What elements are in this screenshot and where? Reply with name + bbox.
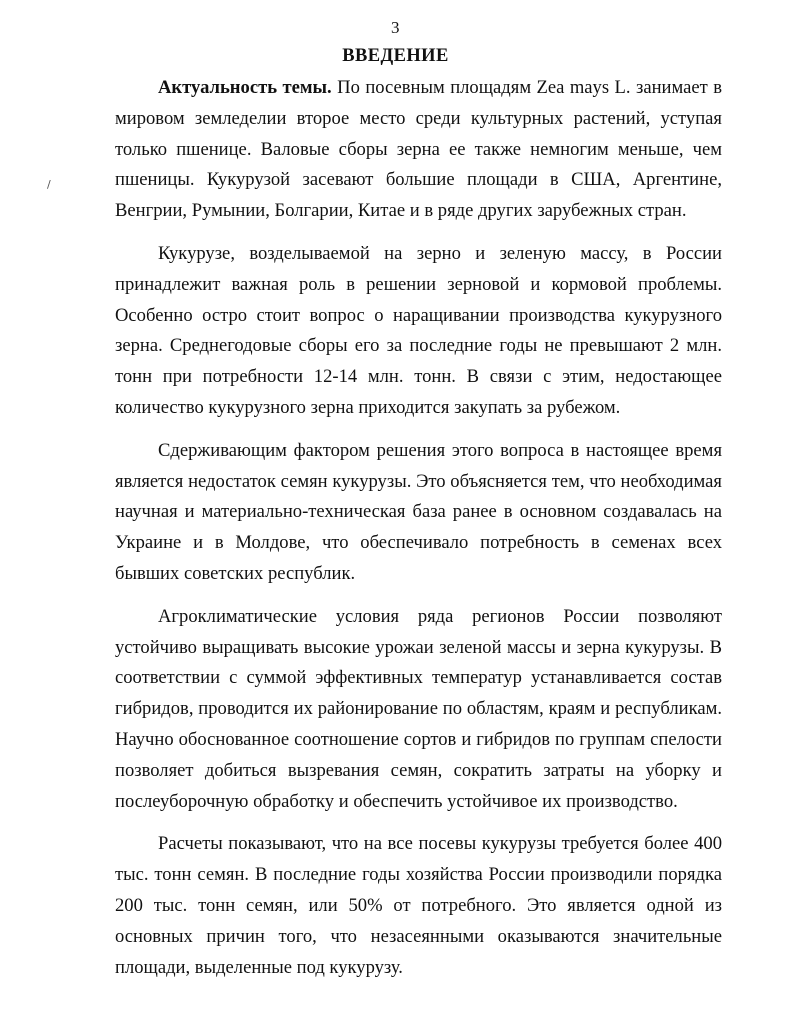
paragraph-lead: Актуальность темы.	[158, 77, 332, 98]
paragraph-calculations: Расчеты показывают, что на все посевы кукурузы требуется более 400 тыс. тонн семян. В последние годы хозяйства России производили порядка 200 тыс. тонн семян, или 50% от потребного. Это является одной из основных причин того, что незасеянными оказываются значительные площади, выделенные под кукурузу.	[115, 833, 722, 978]
paragraph-text: По посевным площадям Zea mays L. занимает в мировом земледелии второе место среди культурных растений, уступая только пшенице. Валовые сборы зерна ее также немногим меньше, чем пшеницы. Кукурузой засевают большие площади в США, Аргентине, Венгрии, Румынии, Болгарии, Китае и в ряде других зарубежных стран.	[115, 77, 722, 222]
paragraph-agroclimate: Агроклиматические условия ряда регионов России позволяют устойчиво выращивать высокие урожаи зеленой массы и зерна кукурузы. В соответствии с суммой эффективных температур устанавливается состав гибридов, проводится их районирование по областям, краям и республикам. Научно обоснованное соотношение сортов и гибридов по группам спелости позволяет добиться вызревания семян, сократить затраты на уборку и послеуборочную обработку и обеспечить устойчивое их производство.	[115, 605, 722, 812]
paragraph-role: Кукурузе, возделываемой на зерно и зеленую массу, в России принадлежит важная роль в решении зерновой и кормовой проблемы. Особенно остро стоит вопрос о наращивании производства кукурузного зерна. Среднегодовые сборы его за последние годы не превышают 2 млн. тонн при потребности 12-14 млн. тонн. В связи с этим, недостающее количество кукурузного зерна приходится закупать за рубежом.	[115, 242, 722, 418]
scan-mark: /	[47, 178, 51, 191]
body-text	[115, 73, 722, 983]
paragraph-constraint: Сдерживающим фактором решения этого вопроса в настоящее время является недостаток семян кукурузы. Это объясняется тем, что необходимая научная и материально-техническая база ранее в основном создавалась на Украине и в Молдове, что обеспечивало потребность в семенах всех бывших советских республик.	[115, 439, 722, 584]
paragraph-relevance	[115, 73, 722, 227]
page-number: 3	[391, 18, 400, 37]
page-heading: ВВЕДЕНИЕ	[342, 46, 449, 66]
